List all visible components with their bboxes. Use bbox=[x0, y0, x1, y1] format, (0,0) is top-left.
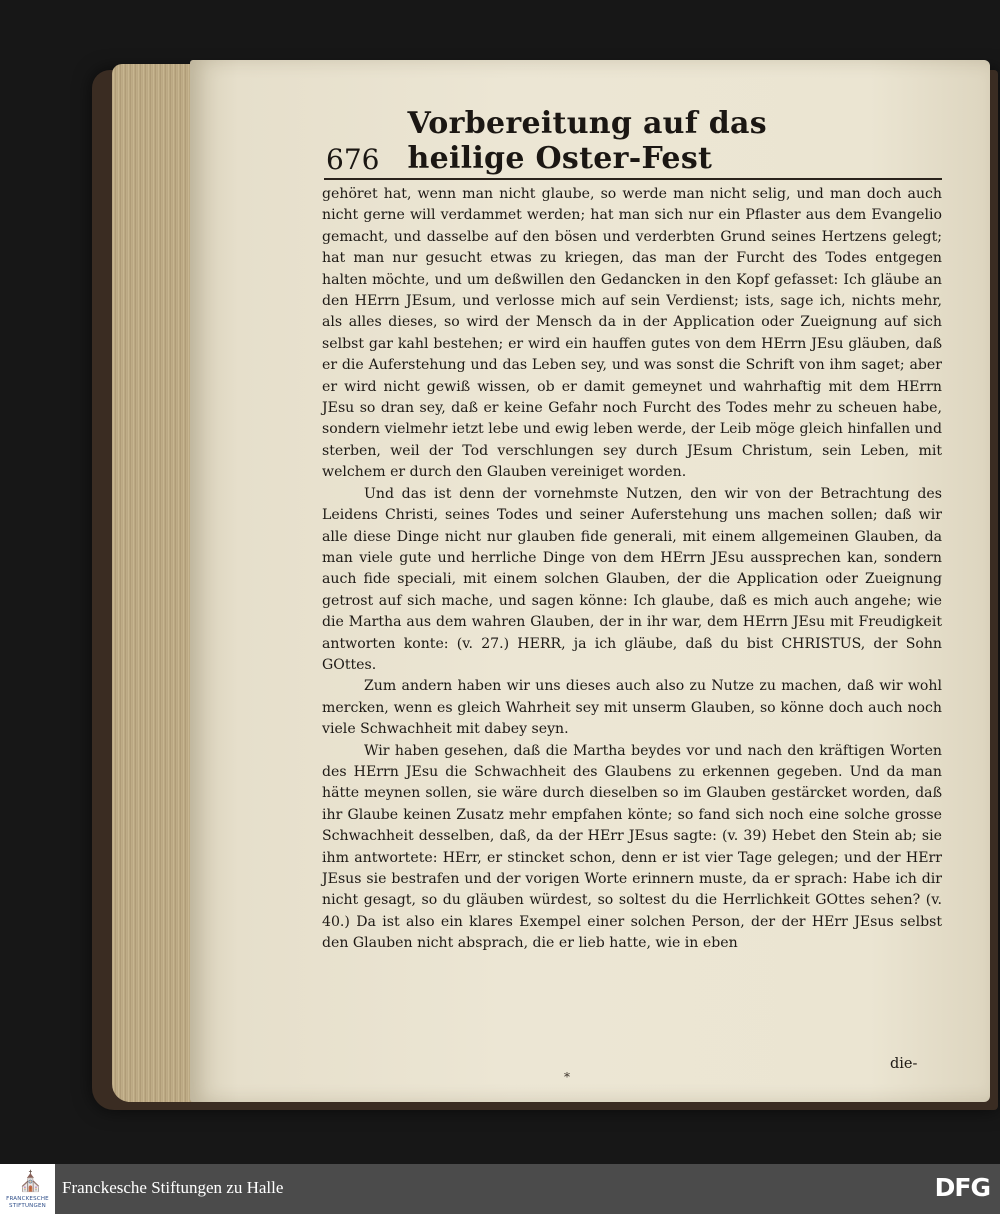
catchword: die- bbox=[890, 1056, 918, 1072]
paragraph-2: Und das ist denn der vornehmste Nutzen, den wir von der Betrachtung des Leidens Christi, seines Todes und seiner Auferstehung uns machen sollen; daß wir alle diese Dinge nicht nur glauben fide generali, mit einem allgemeinen Glauben, da man viele gute und herrliche Dinge von dem HErrn JEsu aussprechen kan, sondern auch fide speciali, mit einem solchen Glauben, der die Application oder Zueignung getrost auf sich mache, und sagen könne: Ich glaube, daß es mich auch angehe; wie die Martha aus dem wahren Glauben, der in ihr war, dem HErrn JEsu mit Freudigkeit antworten konte: (v. 27.) HERR, ja ich gläube, daß du bist CHRISTUS, der Sohn GOttes. bbox=[322, 485, 942, 673]
body-text bbox=[322, 184, 942, 955]
paragraph-4: Wir haben gesehen, daß die Martha beydes vor und nach den kräftigen Worten des HErrn JEsu die Schwachheit des Glaubens zu erkennen gegeben. Und da man hätte meynen sollen, sie wäre durch dieselben so im Glauben gestärcket worden, daß ihr Glaube keinen Zusatz mehr empfahen könte; so fand sich noch eine solche grosse Schwachheit desselben, daß, da der HErr JEsus sagte: (v. 39) Hebet den Stein ab; sie ihm antwortete: HErr, er stincket schon, denn er ist vier Tage gelegen; und der HErr JEsus sie bestrafen und der vorigen Worte erinnern muste, da er sprach: Habe ich dir nicht gesagt, so du gläuben würdest, so soltest du die Herrlichkeit GOttes sehen? (v. 40.) Da ist also ein klares Exempel einer solchen Person, der der HErr JEsus selbst den Glauben nicht absprach, die er lieb hatte, wie in eben bbox=[322, 742, 942, 952]
dfg-logo[interactable]: DFG bbox=[934, 1173, 990, 1202]
header-rule bbox=[324, 178, 942, 180]
page-fore-edge bbox=[112, 64, 198, 1102]
page-number: 676 bbox=[326, 143, 380, 176]
paragraph-1: gehöret hat, wenn man nicht glaube, so werde man nicht selig, und man doch auch nicht gerne will verdammet werden; hat man sich nur ein Pflaster aus dem Evangelio gemacht, und dasselbe auf den bösen und verderbten Grund seines Hertzens gelegt; hat man nur gesucht etwas zu kriegen, das man der Furcht des Todes entgegen halten möchte, und um deßwillen den Gedancken in den Kopf gefasset: Ich gläube an den HErrn JEsum, und verlosse mich auf sein Verdienst; ists, sage ich, nichts mehr, als alles dieses, so wird der Mensch da in der Application oder Zueignung auf sich selbst gar kahl bestehen; er wird ein hauffen gutes von dem HErrn JEsu gläuben, daß er die Auferstehung und das Leben sey, und was sonst die Schrift von ihm saget; aber er wird nicht gewiß wissen, ob er damit gemeynet und wahrhaftig mit dem HErrn JEsu so dran sey, daß er keine Gefahr noch Furcht des Todes mehr zu scheuen habe, sondern vielmehr ietzt lebe und ewig leben werde, der Leib möge gleich hinfallen und sterben, weil der Tod verschlungen sey durch JEsum Christum, sein Leben, mit welchem er durch den Glauben vereiniget worden. bbox=[322, 186, 942, 481]
logo-text: FRANCKESCHE STIFTUNGEN bbox=[6, 1196, 49, 1209]
running-title: Vorbereitung auf das heilige Oster-Fest bbox=[407, 106, 767, 176]
signature-mark: * bbox=[564, 1070, 570, 1084]
paragraph-3: Zum andern haben wir uns dieses auch also zu Nutze zu machen, daß wir wohl mercken, wenn es gleich Wahrheit sey mit unserm Glauben, so könne doch auch noch viele Schwachheit mit dabey seyn. bbox=[322, 678, 942, 738]
franckesche-logo[interactable] bbox=[0, 1164, 55, 1214]
viewer-footer bbox=[0, 1164, 1000, 1214]
institution-name[interactable]: Franckesche Stiftungen zu Halle bbox=[62, 1178, 284, 1197]
orphanage-building-icon: ⛪ bbox=[18, 1169, 43, 1193]
page-header bbox=[326, 106, 886, 176]
book-page bbox=[190, 60, 990, 1102]
